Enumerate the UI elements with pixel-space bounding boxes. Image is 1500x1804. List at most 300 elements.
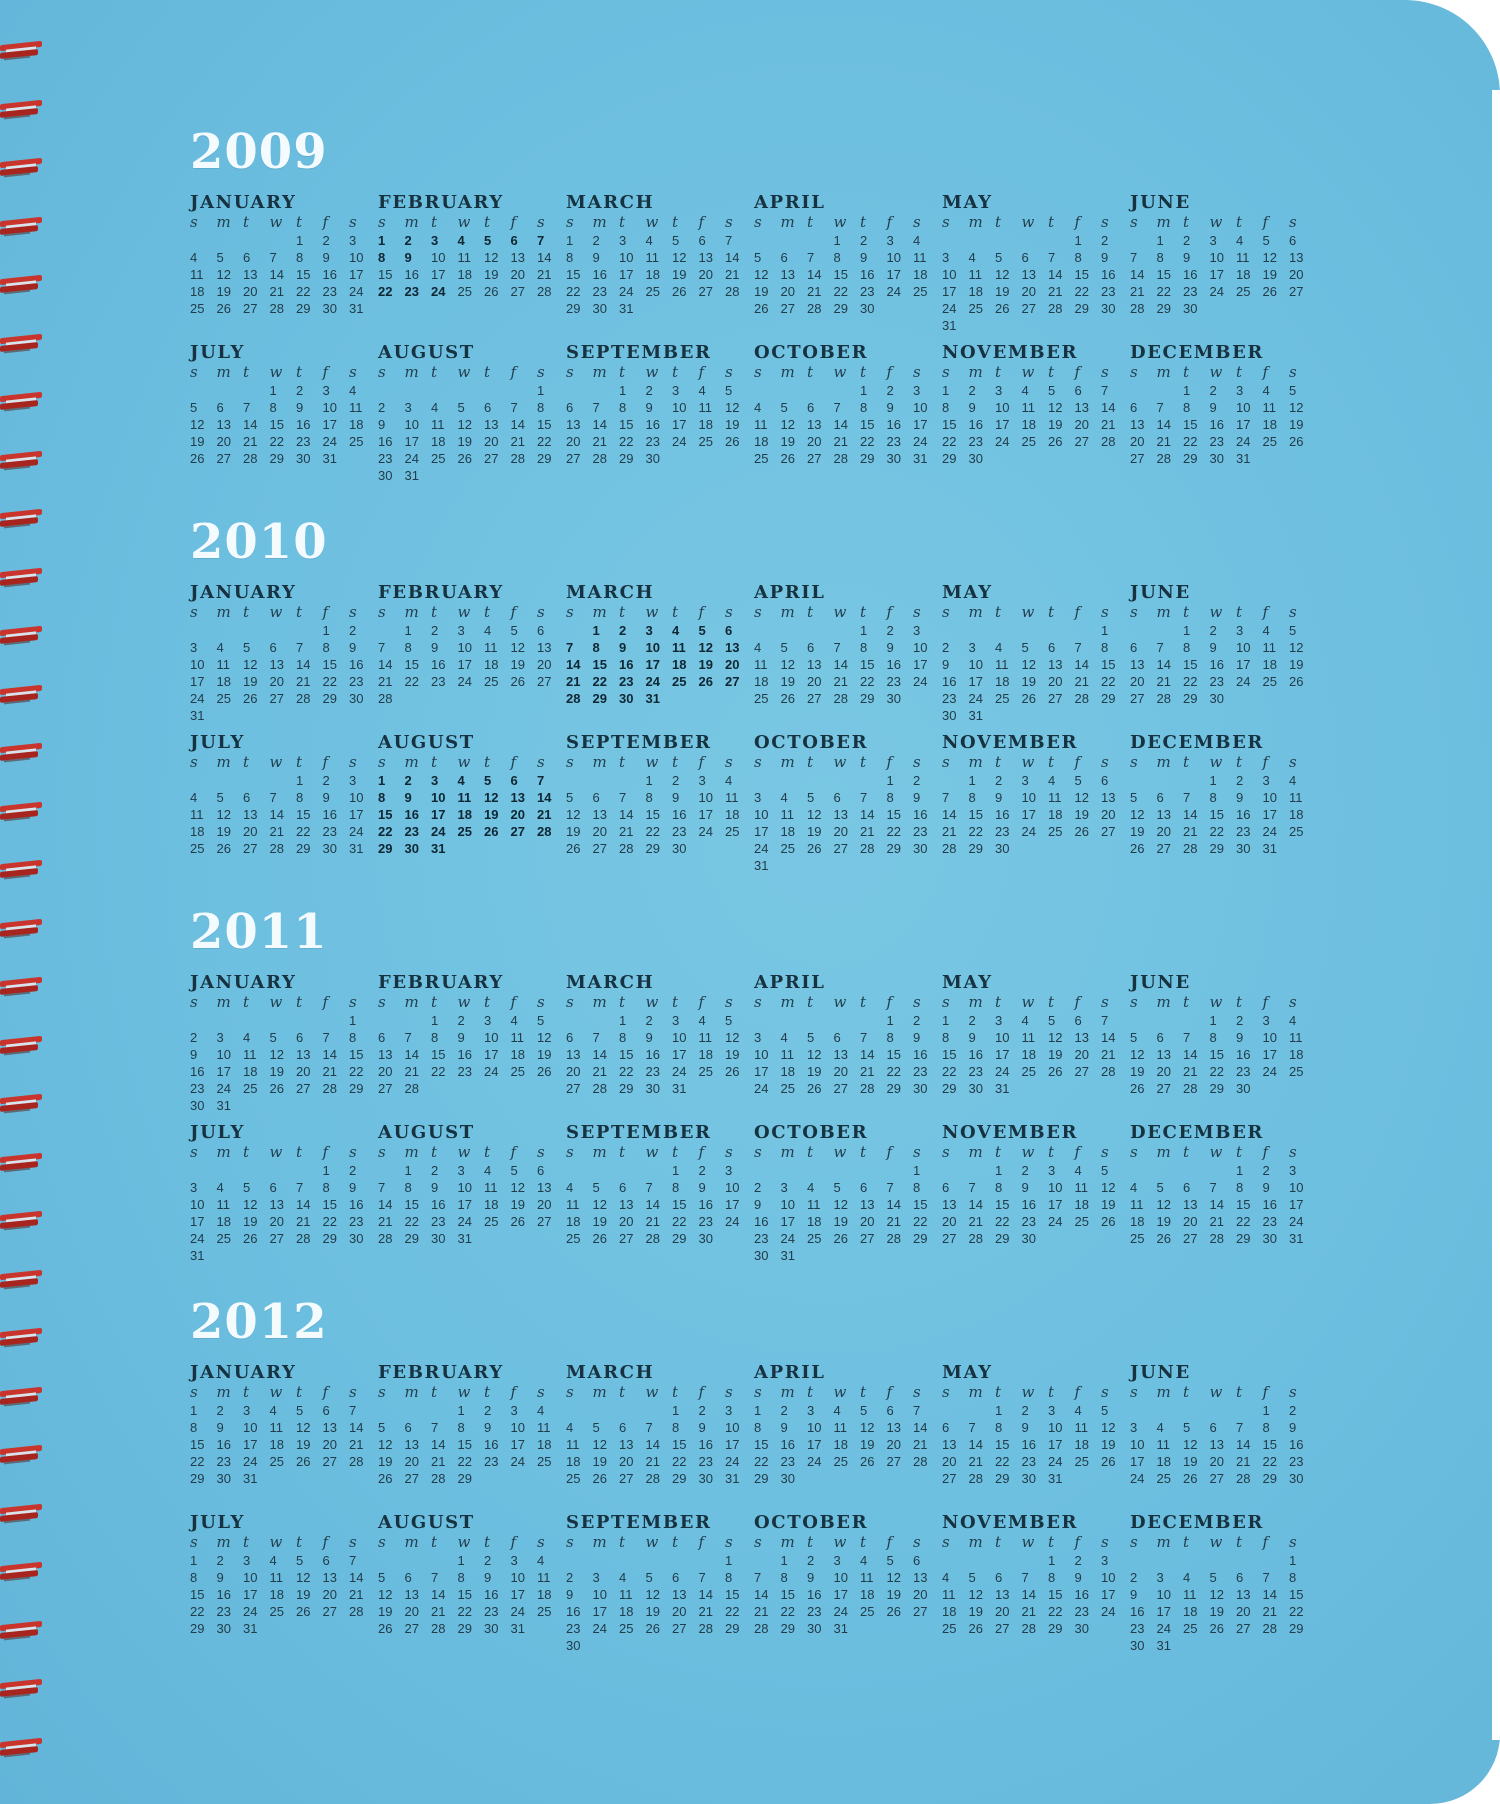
- day-cell: 6: [216, 400, 224, 415]
- day-cell: 11: [190, 807, 204, 822]
- day-cell: 3: [1236, 383, 1244, 398]
- day-cell: 8: [1262, 1420, 1270, 1435]
- day-cell: 29: [1183, 451, 1198, 466]
- day-cell: 4: [537, 1553, 545, 1568]
- day-cell: 11: [725, 790, 739, 805]
- month-grid: [378, 213, 558, 300]
- day-cell: 22: [322, 1214, 337, 1229]
- day-cell: 21: [1048, 284, 1063, 299]
- day-cell: 17: [672, 417, 687, 432]
- day-cell: 13: [913, 1570, 928, 1585]
- day-cell: 8: [592, 640, 600, 655]
- day-cell: 19: [1289, 657, 1304, 672]
- day-cell: 6: [913, 1553, 921, 1568]
- month-november: [942, 343, 1122, 467]
- empty-cell: [296, 1162, 323, 1179]
- day-cell: 8: [942, 400, 950, 415]
- day-cell: 24: [1048, 1214, 1063, 1229]
- day-cell: 6: [807, 640, 815, 655]
- day-cell: 6: [672, 1570, 680, 1585]
- day-cell: 25: [1021, 434, 1036, 449]
- empty-cell: [942, 1402, 969, 1419]
- empty-cell: [1157, 1402, 1184, 1419]
- day-cell: 25: [1130, 1231, 1145, 1246]
- empty-cell: [781, 622, 808, 639]
- day-cell: 23: [1074, 1604, 1089, 1619]
- weekday-header: t: [860, 1383, 867, 1401]
- day-cell: 3: [431, 773, 439, 788]
- month-name: MARCH: [566, 1362, 655, 1383]
- day-cell: 21: [645, 1214, 660, 1229]
- empty-cell: [378, 1552, 405, 1569]
- day-cell: 8: [968, 790, 976, 805]
- day-cell: 21: [725, 267, 740, 282]
- weekday-header: s: [754, 1383, 762, 1401]
- day-cell: 13: [619, 1197, 634, 1212]
- day-cell: 20: [243, 284, 258, 299]
- day-cell: 24: [619, 284, 634, 299]
- day-cell: 20: [807, 434, 822, 449]
- weekday-header: s: [190, 363, 198, 381]
- day-cell: 5: [216, 790, 224, 805]
- day-cell: 12: [510, 640, 525, 655]
- day-cell: 11: [537, 1570, 551, 1585]
- weekday-header: t: [431, 363, 438, 381]
- weekday-header: f: [510, 753, 517, 771]
- day-cell: 10: [592, 1587, 607, 1602]
- day-cell: 29: [860, 451, 875, 466]
- day-cell: 2: [216, 1403, 224, 1418]
- weekday-header: t: [243, 1533, 250, 1551]
- month-grid: [190, 993, 370, 1114]
- weekday-header: t: [619, 213, 626, 231]
- day-cell: 1: [942, 383, 950, 398]
- day-cell: 23: [566, 1621, 581, 1636]
- day-cell: 29: [190, 1471, 205, 1486]
- day-cell: 3: [942, 250, 950, 265]
- day-cell: 2: [1021, 1163, 1029, 1178]
- weekday-header: m: [968, 1383, 983, 1401]
- empty-cell: [1236, 1552, 1263, 1569]
- weekday-header: s: [349, 1383, 357, 1401]
- day-cell: 14: [537, 250, 552, 265]
- weekday-header: w: [269, 213, 283, 231]
- day-cell: 1: [1289, 1553, 1297, 1568]
- day-cell: 23: [1209, 434, 1224, 449]
- day-cell: 6: [1074, 1013, 1082, 1028]
- binding-coil: [0, 1035, 44, 1057]
- day-cell: 6: [404, 1420, 412, 1435]
- weekday-header: s: [1101, 1143, 1109, 1161]
- empty-cell: [1183, 1012, 1210, 1029]
- day-cell: 22: [378, 284, 393, 299]
- day-cell: 7: [968, 1420, 976, 1435]
- day-cell: 9: [1289, 1420, 1297, 1435]
- empty-cell: [593, 382, 620, 399]
- day-cell: 17: [807, 1437, 822, 1452]
- month-july: [190, 1123, 370, 1264]
- weekday-header: t: [484, 1143, 491, 1161]
- day-cell: 9: [1262, 1180, 1270, 1195]
- day-cell: 4: [190, 790, 198, 805]
- day-cell: 29: [1101, 691, 1116, 706]
- day-cell: 15: [296, 807, 311, 822]
- empty-cell: [995, 1552, 1022, 1569]
- day-cell: 18: [619, 1604, 634, 1619]
- day-cell: 23: [698, 1214, 713, 1229]
- weekday-header: w: [833, 363, 847, 381]
- weekday-header: w: [645, 603, 659, 621]
- day-cell: 3: [754, 790, 762, 805]
- weekday-header: s: [378, 603, 386, 621]
- month-june: [1130, 973, 1310, 1097]
- day-cell: 28: [968, 1471, 983, 1486]
- day-cell: 8: [886, 1030, 894, 1045]
- day-cell: 11: [349, 400, 363, 415]
- day-cell: 9: [322, 250, 330, 265]
- weekday-header: s: [725, 363, 733, 381]
- day-cell: 12: [1101, 1180, 1116, 1195]
- day-cell: 18: [645, 267, 660, 282]
- day-cell: 18: [780, 1064, 795, 1079]
- weekday-header: f: [886, 363, 893, 381]
- day-cell: 31: [431, 841, 446, 856]
- day-cell: 12: [510, 1180, 525, 1195]
- day-cell: 2: [807, 1553, 815, 1568]
- day-cell: 24: [431, 824, 446, 839]
- day-cell: 14: [1156, 417, 1171, 432]
- day-cell: 21: [1236, 1454, 1251, 1469]
- weekday-header: t: [431, 993, 438, 1011]
- month-grid: [1130, 1143, 1310, 1247]
- day-cell: 24: [349, 824, 364, 839]
- binding-coil: [0, 859, 44, 881]
- day-cell: 29: [1048, 1621, 1063, 1636]
- day-cell: 26: [995, 301, 1010, 316]
- weekday-header: w: [1209, 1533, 1223, 1551]
- day-cell: 28: [592, 1081, 607, 1096]
- day-cell: 5: [296, 1553, 304, 1568]
- weekday-header: s: [1130, 363, 1138, 381]
- day-cell: 17: [243, 1587, 258, 1602]
- weekday-header: s: [1289, 363, 1297, 381]
- month-name: MAY: [942, 582, 993, 603]
- day-cell: 15: [190, 1587, 205, 1602]
- day-cell: 3: [592, 1570, 600, 1585]
- day-cell: 22: [296, 824, 311, 839]
- day-cell: 13: [322, 1420, 337, 1435]
- day-cell: 13: [1101, 790, 1116, 805]
- day-cell: 28: [1021, 1621, 1036, 1636]
- day-cell: 15: [592, 657, 607, 672]
- day-cell: 9: [431, 640, 439, 655]
- day-cell: 31: [457, 1231, 472, 1246]
- day-cell: 29: [1074, 301, 1089, 316]
- empty-cell: [942, 772, 969, 789]
- day-cell: 13: [995, 1587, 1010, 1602]
- day-cell: 25: [754, 691, 769, 706]
- month-september: [566, 733, 746, 857]
- empty-cell: [378, 1012, 405, 1029]
- day-cell: 2: [484, 1403, 492, 1418]
- day-cell: 23: [322, 824, 337, 839]
- day-cell: 20: [378, 1064, 393, 1079]
- day-cell: 21: [378, 1214, 393, 1229]
- day-cell: 12: [1074, 790, 1089, 805]
- weekday-header: m: [404, 1383, 419, 1401]
- day-cell: 6: [322, 1553, 330, 1568]
- day-cell: 17: [1048, 1437, 1063, 1452]
- day-cell: 15: [296, 267, 311, 282]
- binding-coil: [0, 1386, 44, 1408]
- day-cell: 25: [1074, 1454, 1089, 1469]
- day-cell: 28: [645, 1231, 660, 1246]
- day-cell: 4: [269, 1553, 277, 1568]
- month-name: JUNE: [1130, 582, 1191, 603]
- day-cell: 7: [725, 233, 733, 248]
- day-cell: 26: [1101, 1454, 1116, 1469]
- day-cell: 27: [592, 841, 607, 856]
- day-cell: 3: [322, 383, 330, 398]
- day-cell: 2: [404, 773, 412, 788]
- weekday-header: t: [484, 363, 491, 381]
- day-cell: 22: [566, 284, 581, 299]
- day-cell: 15: [378, 267, 393, 282]
- day-cell: 29: [913, 1231, 928, 1246]
- day-cell: 29: [1289, 1621, 1304, 1636]
- day-cell: 12: [484, 250, 499, 265]
- day-cell: 6: [1048, 640, 1056, 655]
- day-cell: 7: [1183, 1030, 1191, 1045]
- day-cell: 12: [537, 1030, 552, 1045]
- day-cell: 15: [1183, 657, 1198, 672]
- day-cell: 10: [968, 657, 983, 672]
- day-cell: 14: [1021, 1587, 1036, 1602]
- weekday-header: w: [269, 753, 283, 771]
- weekday-header: t: [484, 1533, 491, 1551]
- day-cell: 17: [913, 417, 928, 432]
- month-name: NOVEMBER: [942, 732, 1079, 753]
- day-cell: 1: [1209, 1013, 1217, 1028]
- day-cell: 13: [807, 417, 822, 432]
- day-cell: 5: [725, 1013, 733, 1028]
- weekday-header: w: [1021, 993, 1035, 1011]
- day-cell: 4: [431, 400, 439, 415]
- day-cell: 24: [431, 284, 446, 299]
- day-cell: 23: [457, 1064, 472, 1079]
- day-cell: 29: [645, 841, 660, 856]
- day-cell: 26: [378, 1471, 393, 1486]
- weekday-header: s: [349, 1143, 357, 1161]
- weekday-header: t: [296, 363, 303, 381]
- day-cell: 15: [860, 657, 875, 672]
- day-cell: 7: [1262, 1570, 1270, 1585]
- day-cell: 4: [754, 640, 762, 655]
- day-cell: 13: [269, 1197, 284, 1212]
- day-cell: 17: [1130, 1454, 1145, 1469]
- empty-cell: [190, 232, 217, 249]
- day-cell: 19: [190, 434, 205, 449]
- day-cell: 6: [1101, 773, 1109, 788]
- day-cell: 28: [378, 1231, 393, 1246]
- day-cell: 15: [322, 1197, 337, 1212]
- weekday-header: t: [1236, 1383, 1243, 1401]
- day-cell: 7: [833, 640, 841, 655]
- day-cell: 6: [942, 1180, 950, 1195]
- day-cell: 14: [833, 417, 848, 432]
- month-grid: [1130, 993, 1310, 1097]
- binding-coil: [0, 1620, 44, 1642]
- day-cell: 10: [1236, 640, 1251, 655]
- weekday-header: w: [833, 603, 847, 621]
- day-cell: 26: [1021, 691, 1036, 706]
- day-cell: 12: [592, 1197, 607, 1212]
- day-cell: 17: [754, 824, 769, 839]
- weekday-header: w: [645, 1143, 659, 1161]
- day-cell: 22: [886, 1064, 901, 1079]
- month-grid: [942, 1143, 1122, 1247]
- day-cell: 18: [1048, 807, 1063, 822]
- weekday-header: w: [645, 213, 659, 231]
- day-cell: 5: [780, 400, 788, 415]
- day-cell: 7: [349, 1553, 357, 1568]
- day-cell: 5: [995, 250, 1003, 265]
- weekday-header: m: [592, 1143, 607, 1161]
- day-cell: 10: [754, 1047, 769, 1062]
- empty-cell: [754, 1012, 781, 1029]
- day-cell: 8: [378, 250, 386, 265]
- day-cell: 23: [1236, 824, 1251, 839]
- day-cell: 8: [995, 1420, 1003, 1435]
- day-cell: 10: [913, 400, 928, 415]
- weekday-header: w: [645, 1383, 659, 1401]
- day-cell: 19: [457, 434, 472, 449]
- day-cell: 1: [860, 383, 868, 398]
- weekday-header: s: [1289, 993, 1297, 1011]
- day-cell: 3: [1101, 1553, 1109, 1568]
- day-cell: 20: [269, 1214, 284, 1229]
- day-cell: 10: [457, 1180, 472, 1195]
- day-cell: 12: [243, 657, 258, 672]
- day-cell: 10: [243, 1420, 258, 1435]
- month-august: [378, 733, 558, 857]
- month-august: [378, 1123, 558, 1247]
- day-cell: 11: [995, 657, 1009, 672]
- weekday-header: s: [190, 1383, 198, 1401]
- day-cell: 29: [672, 1231, 687, 1246]
- weekday-header: t: [672, 213, 679, 231]
- day-cell: 17: [995, 417, 1010, 432]
- day-cell: 17: [349, 807, 364, 822]
- day-cell: 3: [1209, 233, 1217, 248]
- day-cell: 26: [243, 1231, 258, 1246]
- day-cell: 12: [190, 417, 205, 432]
- day-cell: 21: [349, 1437, 364, 1452]
- weekday-header: s: [725, 1383, 733, 1401]
- empty-cell: [646, 1552, 673, 1569]
- day-cell: 30: [1183, 301, 1198, 316]
- day-cell: 28: [431, 1621, 446, 1636]
- day-cell: 31: [349, 301, 364, 316]
- day-cell: 15: [269, 417, 284, 432]
- day-cell: 27: [780, 301, 795, 316]
- day-cell: 21: [269, 284, 284, 299]
- day-cell: 4: [913, 233, 921, 248]
- day-cell: 26: [269, 1081, 284, 1096]
- weekday-header: s: [1289, 603, 1297, 621]
- day-cell: 1: [404, 1163, 412, 1178]
- month-june: [1130, 1363, 1310, 1487]
- day-cell: 5: [780, 640, 788, 655]
- day-cell: 21: [431, 1454, 446, 1469]
- day-cell: 7: [269, 790, 277, 805]
- day-cell: 31: [243, 1621, 258, 1636]
- day-cell: 22: [296, 284, 311, 299]
- month-grid: [378, 1383, 558, 1487]
- day-cell: 28: [537, 824, 552, 839]
- day-cell: 2: [860, 233, 868, 248]
- day-cell: 17: [913, 657, 928, 672]
- day-cell: 25: [190, 841, 205, 856]
- month-grid: [378, 753, 558, 857]
- day-cell: 1: [619, 1013, 627, 1028]
- day-cell: 7: [833, 400, 841, 415]
- weekday-header: f: [698, 753, 705, 771]
- weekday-header: w: [645, 363, 659, 381]
- day-cell: 13: [886, 1420, 901, 1435]
- empty-cell: [566, 772, 593, 789]
- day-cell: 1: [860, 623, 868, 638]
- weekday-header: t: [1183, 993, 1190, 1011]
- day-cell: 13: [243, 807, 258, 822]
- empty-cell: [781, 382, 808, 399]
- day-cell: 23: [1209, 674, 1224, 689]
- weekday-header: f: [1074, 603, 1081, 621]
- day-cell: 10: [349, 790, 364, 805]
- day-cell: 4: [698, 1013, 706, 1028]
- day-cell: 3: [510, 1553, 518, 1568]
- weekday-header: m: [592, 993, 607, 1011]
- day-cell: 21: [886, 1214, 901, 1229]
- weekday-header: t: [431, 753, 438, 771]
- day-cell: 1: [1209, 773, 1217, 788]
- day-cell: 3: [1236, 623, 1244, 638]
- day-cell: 16: [886, 417, 901, 432]
- day-cell: 5: [1130, 1030, 1138, 1045]
- month-grid: [1130, 1383, 1310, 1487]
- day-cell: 13: [322, 1570, 337, 1585]
- day-cell: 6: [1130, 400, 1138, 415]
- day-cell: 19: [296, 1437, 311, 1452]
- weekday-header: m: [592, 1533, 607, 1551]
- empty-cell: [566, 1162, 593, 1179]
- weekday-header: t: [995, 1533, 1002, 1551]
- day-cell: 22: [995, 1214, 1010, 1229]
- weekday-header: m: [1156, 1143, 1171, 1161]
- month-grid: [754, 1143, 934, 1264]
- weekday-header: m: [404, 1533, 419, 1551]
- day-cell: 30: [645, 451, 660, 466]
- day-cell: 22: [1156, 284, 1171, 299]
- binding-coil: [0, 40, 44, 62]
- day-cell: 23: [698, 1454, 713, 1469]
- day-cell: 25: [645, 284, 660, 299]
- day-cell: 28: [1156, 691, 1171, 706]
- month-may: [942, 1363, 1122, 1487]
- weekday-header: t: [296, 1533, 303, 1551]
- day-cell: 16: [619, 657, 634, 672]
- day-cell: 1: [645, 773, 653, 788]
